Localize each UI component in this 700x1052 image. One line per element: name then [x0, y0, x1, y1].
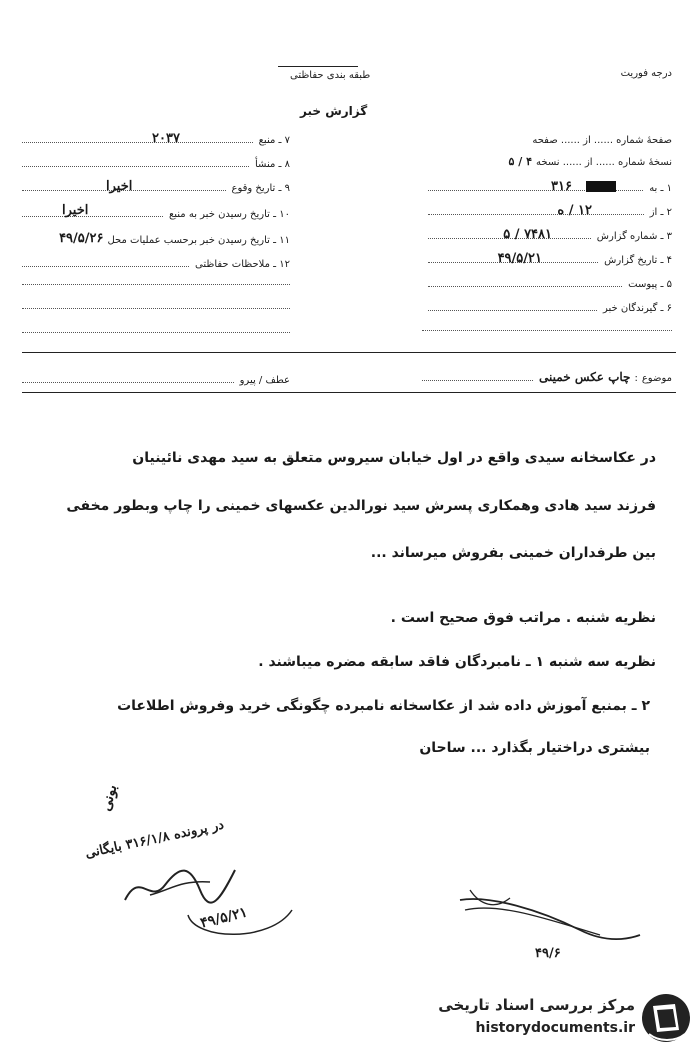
classification-label: طبقه بندی حفاظتی: [290, 70, 371, 81]
report-title: گزارش خبر: [300, 104, 368, 118]
attachment-ref-row: [22, 368, 290, 386]
comment-line-3: ۲ ـ بمنبع آموزش داده شد از عکاسخانه نامبرده چگونگی خرید وفروش اطلاعات: [117, 698, 650, 714]
watermark-title: مرکز بررسی اسناد تاریخی: [438, 996, 635, 1014]
field-copy-number: نسخهٔ شماره ...... از ...... نسخه ۴ / ۵: [508, 155, 672, 168]
body-line-3: بین طرفداران خمینی بفروش میرساند ...: [370, 545, 656, 561]
field-copy-number-value: ۴ / ۵: [508, 155, 532, 168]
field-to: ۱ ـ به ۳۱۶: [422, 176, 672, 194]
field-source-received-date-value: اخیرا: [62, 203, 89, 218]
field-report-date: ۴ ـ تاریخ گزارش ۴۹/۵/۲۱: [422, 248, 672, 266]
field-page-number: صفحهٔ شماره ...... از ...... صفحه: [532, 135, 672, 146]
signature-date-left: ۴۹/۵/۲۱: [198, 904, 250, 932]
field-recipients: ۶ ـ گیرندگان خبر: [422, 296, 672, 314]
field-local-received-date: ۱۱ ـ تاریخ رسیدن خبر برحسب عملیات محل ۴۹/۵/۲۶: [59, 231, 290, 246]
field-from: ۲ ـ از ۱۲ / ه: [422, 200, 672, 218]
body-line-1: در عکاسخانه سیدی واقع در اول خیابان سیروس متعلق به سید مهدی نائینیان: [132, 450, 656, 466]
field-local-received-date-value: ۴۹/۵/۲۶: [59, 231, 104, 246]
field-source-received-date: ۱۰ ـ تاریخ رسیدن خبر به منبع اخیرا: [22, 202, 290, 220]
field-security-notes: ۱۲ ـ ملاحظات حفاظتی: [22, 252, 290, 270]
signature-date-right: ۴۹/۶: [535, 946, 561, 961]
comment-line-2: نظریه سه شنبه ۱ ـ نامبردگان فاقد سابقه مضره میباشند .: [258, 654, 656, 670]
signature-left-arc: [180, 895, 300, 945]
attachment-ref-label: عطف / پیرو: [239, 375, 290, 386]
watermark: [405, 990, 695, 1050]
field-occurrence-date-value: اخیرا: [106, 179, 133, 194]
field-origin: ۸ ـ منشأ: [22, 152, 290, 170]
body-line-2: فرزند سید هادی وهمکاری پسرش سید نورالدین عکسهای خمینی را چاپ وبطور مخفی: [66, 498, 656, 514]
margin-note: در پرونده ۳۱۶/۱/۸ بایگانی: [83, 817, 226, 862]
field-occurrence-date: ۹ ـ تاریخ وقوع اخیرا: [22, 176, 290, 194]
field-source-value: ۲۰۳۷: [152, 131, 180, 146]
comment-line-1: نظریه شنبه . مراتب فوق صحیح است .: [390, 610, 656, 626]
field-to-value: ۳۱۶: [551, 179, 572, 194]
field-report-number-value: ۷۴۸۱ / ۵: [503, 227, 552, 242]
subject-label: موضوع: [641, 373, 672, 384]
field-source: ۷ ـ منبع ۲۰۳۷: [22, 128, 290, 146]
watermark-url: historydocuments.ir: [475, 1020, 635, 1036]
field-report-date-value: ۴۹/۵/۲۱: [497, 251, 542, 266]
field-from-value: ۱۲ / ه: [557, 203, 592, 218]
redaction-mark: [586, 181, 616, 192]
comment-line-4: بیشتری دراختیار بگذارد ... ساحان: [419, 740, 650, 756]
archive-logo-icon: [639, 990, 693, 1046]
field-report-number: ۳ ـ شماره گزارش ۷۴۸۱ / ۵: [422, 224, 672, 242]
subject-value: چاپ عکس خمینی: [539, 370, 631, 384]
subject-row: موضوع : چاپ عکس خمینی: [422, 366, 672, 384]
field-attachment: ۵ ـ پیوست: [422, 272, 672, 290]
priority-label: درجه فوریت: [620, 68, 672, 79]
margin-note-top: بونی: [98, 783, 121, 813]
classification-underline: [278, 66, 358, 67]
signature-right-scribble: [450, 880, 650, 950]
